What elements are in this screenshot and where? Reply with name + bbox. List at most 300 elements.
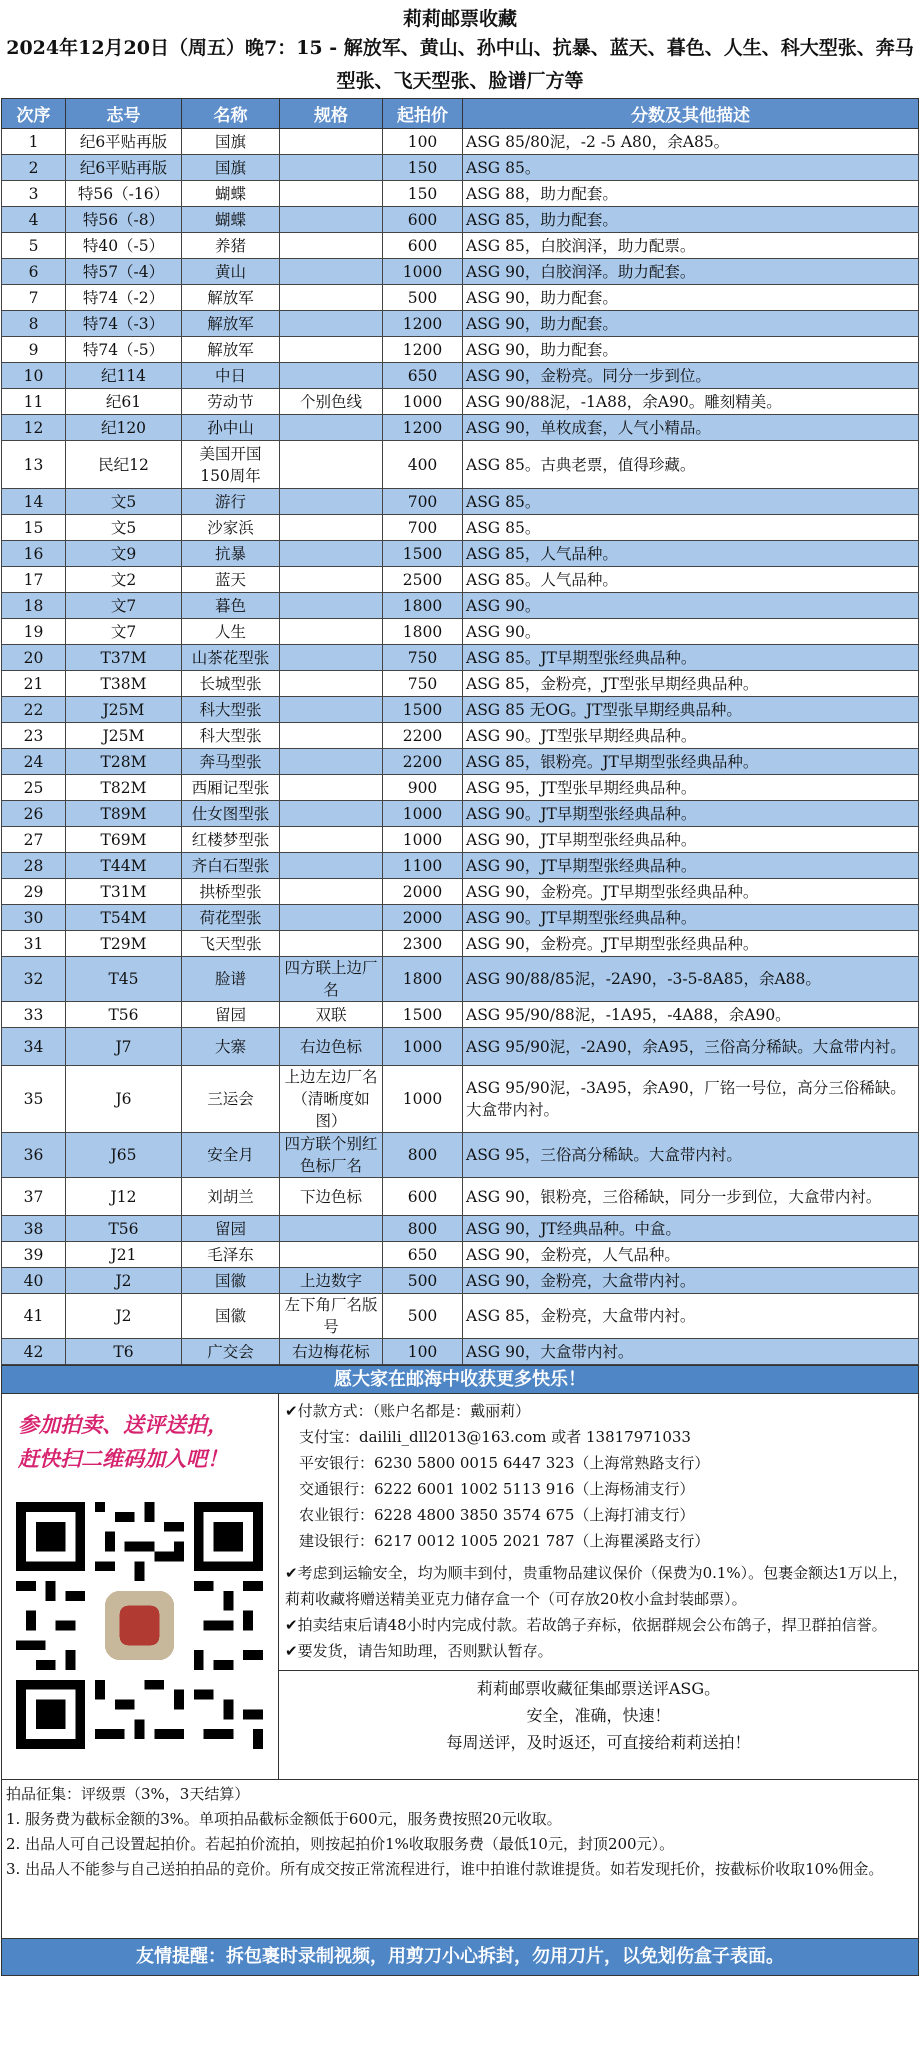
grade-description: ASG 85。人气品种。 [463,567,919,593]
stamp-code: 文2 [66,567,182,593]
stamp-code: J2 [66,1294,182,1339]
row-index: 32 [2,957,66,1002]
table-row [2,697,919,723]
row-index: 3 [2,181,66,207]
stamp-code: 文5 [66,515,182,541]
promo-panel [2,1394,279,1779]
stamp-name: 红楼梦型张 [182,827,280,853]
qr-code-image[interactable] [16,1502,263,1749]
table-row [2,957,919,1002]
start-price: 500 [383,1294,463,1339]
stamp-name: 解放军 [182,311,280,337]
stamp-code: 特74（-3） [66,311,182,337]
start-price: 600 [383,207,463,233]
stamp-spec [280,259,383,285]
table-row [2,567,919,593]
grade-description: ASG 90，助力配套。 [463,285,919,311]
row-index: 37 [2,1178,66,1216]
stamp-code: T45 [66,957,182,1002]
info-panel [1,1394,919,1780]
start-price: 750 [383,645,463,671]
grade-description: ASG 90，大盒带内衬。 [463,1339,919,1365]
start-price: 800 [383,1216,463,1242]
stamp-spec [280,311,383,337]
row-index: 30 [2,905,66,931]
table-row [2,827,919,853]
table-row [2,389,919,415]
table-row [2,801,919,827]
start-price: 1000 [383,827,463,853]
asg-line-3: 每周送评，及时返还，可直接给莉莉送拍！ [446,1733,751,1752]
start-price: 150 [383,181,463,207]
start-price: 2500 [383,567,463,593]
payment-deadline-note: ✔拍卖结束后请48小时内完成付款。若故鸽子弃标，依据群规会公布鸽子，捍卫群拍信誉。 [285,1616,887,1634]
stamp-code: T31M [66,879,182,905]
start-price: 1800 [383,593,463,619]
auction-subtitle: 2024年12月20日（周五）晚7：15 - 解放军、黄山、孙中山、抗暴、蓝天、暮色、人生、科大型张、奔马型张、飞天型张、脸谱厂方等 [6,37,914,92]
start-price: 650 [383,363,463,389]
stamp-code: 纪61 [66,389,182,415]
stamp-spec [280,645,383,671]
col-header-desc: 分数及其他描述 [463,99,919,129]
table-row [2,415,919,441]
row-index: 6 [2,259,66,285]
stamp-code: 特74（-2） [66,285,182,311]
col-header-code: 志号 [66,99,182,129]
stamp-name: 安全月 [182,1133,280,1178]
stamp-spec [280,441,383,489]
table-header-row [2,99,919,129]
start-price: 1200 [383,337,463,363]
table-row [2,489,919,515]
row-index: 26 [2,801,66,827]
grade-description: ASG 90，金粉亮。同分一步到位。 [463,363,919,389]
stamp-name: 解放军 [182,285,280,311]
stamp-name: 拱桥型张 [182,879,280,905]
stamp-spec [280,515,383,541]
stamp-code: T38M [66,671,182,697]
alipay-line[interactable]: 支付宝：dailili_dll2013@163.com 或者 13817971033 [299,1428,691,1446]
grade-description: ASG 90/88泥，-1A88，余A90。雕刻精美。 [463,389,919,415]
row-index: 42 [2,1339,66,1365]
table-row [2,1002,919,1028]
stamp-name: 仕女图型张 [182,801,280,827]
stamp-name: 游行 [182,489,280,515]
row-index: 27 [2,827,66,853]
table-row [2,671,919,697]
row-index: 13 [2,441,66,489]
asg-section [279,1670,918,1756]
stamp-code: 纪6平贴再版 [66,129,182,155]
stamp-code: 特56（-8） [66,207,182,233]
stamp-spec: 四方联上边厂名 [280,957,383,1002]
grade-description: ASG 85。 [463,489,919,515]
row-index: 12 [2,415,66,441]
col-header-spec: 规格 [280,99,383,129]
stamp-name: 大寨 [182,1028,280,1066]
row-index: 39 [2,1242,66,1268]
row-index: 5 [2,233,66,259]
grade-description: ASG 90/88/85泥，-2A90，-3-5-8A85，余A88。 [463,957,919,1002]
stamp-code: 文9 [66,541,182,567]
stamp-name: 留园 [182,1002,280,1028]
col-header-index: 次序 [2,99,66,129]
stamp-code: J6 [66,1066,182,1133]
row-index: 2 [2,155,66,181]
grade-description: ASG 85。 [463,515,919,541]
stamp-code: T6 [66,1339,182,1365]
promo-line-2: 赶快扫二维码加入吧！ [18,1446,228,1471]
start-price: 1500 [383,541,463,567]
payment-title: ✔付款方式：（账户名都是：戴丽莉） [285,1402,531,1420]
stamp-spec [280,775,383,801]
stamp-code: 文7 [66,593,182,619]
start-price: 700 [383,515,463,541]
page-title: 莉莉邮票收藏 [402,8,517,30]
stamp-spec [280,827,383,853]
table-row [2,441,919,489]
start-price: 650 [383,1242,463,1268]
stamp-code: 纪120 [66,415,182,441]
rules-section [1,1780,919,1939]
stamp-spec: 四方联个别红色标厂名 [280,1133,383,1178]
start-price: 1200 [383,311,463,337]
stamp-code: 纪114 [66,363,182,389]
row-index: 25 [2,775,66,801]
start-price: 400 [383,441,463,489]
stamp-name: 脸谱 [182,957,280,1002]
grade-description: ASG 88，助力配套。 [463,181,919,207]
row-index: 4 [2,207,66,233]
start-price: 2000 [383,879,463,905]
stamp-spec [280,593,383,619]
start-price: 1000 [383,389,463,415]
bank-account: 建设银行：6217 0012 1005 2021 787（上海瞿溪路支行） [299,1532,710,1550]
stamp-name: 奔马型张 [182,749,280,775]
stamp-code: T28M [66,749,182,775]
table-row [2,363,919,389]
table-row [2,311,919,337]
stamp-spec [280,671,383,697]
stamp-code: T56 [66,1216,182,1242]
grade-description: ASG 85，助力配套。 [463,207,919,233]
table-row [2,515,919,541]
start-price: 100 [383,129,463,155]
stamp-name: 西厢记型张 [182,775,280,801]
grade-description: ASG 85，金粉亮，大盒带内衬。 [463,1294,919,1339]
grade-description: ASG 90，JT早期型张经典品种。 [463,827,919,853]
stamp-name: 山茶花型张 [182,645,280,671]
stamp-code: 文5 [66,489,182,515]
row-index: 20 [2,645,66,671]
rule-item: 3. 出品人不能参与自己送拍拍品的竞价。所有成交按正常流程进行，谁中拍谁付款谁提货。如若发现托价，按截标价收取10%佣金。 [6,1860,884,1878]
row-index: 14 [2,489,66,515]
stamp-spec [280,541,383,567]
stamp-spec [280,801,383,827]
stamp-name: 沙家浜 [182,515,280,541]
table-row [2,337,919,363]
stamp-spec: 左下角厂名版号 [280,1294,383,1339]
stamp-code: T69M [66,827,182,853]
stamp-name: 人生 [182,619,280,645]
start-price: 2300 [383,931,463,957]
start-price: 2200 [383,723,463,749]
stamp-code: 特57（-4） [66,259,182,285]
start-price: 150 [383,155,463,181]
stamp-name: 暮色 [182,593,280,619]
stamp-spec [280,415,383,441]
stamp-spec [280,233,383,259]
row-index: 15 [2,515,66,541]
stamp-name: 蝴蝶 [182,181,280,207]
table-row [2,879,919,905]
promo-line-1: 参加拍卖、送评送拍， [18,1412,228,1437]
rule-item: 2. 出品人可自己设置起拍价。若起拍价流拍，则按起拍价1%收取服务费（最低10元，封顶200元）。 [6,1835,675,1853]
row-index: 10 [2,363,66,389]
row-index: 36 [2,1133,66,1178]
stamp-name: 长城型张 [182,671,280,697]
stamp-spec [280,853,383,879]
grade-description: ASG 85。 [463,155,919,181]
start-price: 2000 [383,905,463,931]
stamp-code: T82M [66,775,182,801]
promo-text [2,1394,278,1476]
start-price: 600 [383,233,463,259]
grade-description: ASG 90，金粉亮。JT早期型张经典品种。 [463,931,919,957]
table-row [2,1066,919,1133]
row-index: 18 [2,593,66,619]
stamp-spec [280,129,383,155]
grade-description: ASG 90，JT经典品种。中盒。 [463,1216,919,1242]
stamp-code: T89M [66,801,182,827]
grade-description: ASG 95/90泥，-3A95，余A90，厂铭一号位，高分三俗稀缺。大盒带内衬。 [463,1066,919,1133]
row-index: 31 [2,931,66,957]
table-row [2,181,919,207]
shipping-note: ✔考虑到运输安全，均为顺丰到付，贵重物品建议保价（保费为0.1%）。包裹金额达1万以上，莉莉收藏将赠送精美亚克力储存盒一个（可存放20枚小盒封装邮票）。 [285,1564,908,1608]
stamp-spec: 右边色标 [280,1028,383,1066]
stamp-code: J65 [66,1133,182,1178]
payment-info [285,1398,918,1554]
stamp-spec [280,207,383,233]
grade-description: ASG 85，银粉亮。JT早期型张经典品种。 [463,749,919,775]
stamp-code: J21 [66,1242,182,1268]
stamp-spec [280,879,383,905]
stamp-name: 孙中山 [182,415,280,441]
stamp-name: 抗暴 [182,541,280,567]
table-row [2,233,919,259]
table-row [2,1133,919,1178]
stamp-name: 中日 [182,363,280,389]
stamp-code: 特74（-5） [66,337,182,363]
stamp-code: 民纪12 [66,441,182,489]
stamp-name: 国徽 [182,1268,280,1294]
stamp-code: J25M [66,697,182,723]
table-row [2,155,919,181]
table-row [2,259,919,285]
stamp-spec: 上边数字 [280,1268,383,1294]
header [0,0,920,98]
grade-description: ASG 90，助力配套。 [463,337,919,363]
grade-description: ASG 85。JT早期型张经典品种。 [463,645,919,671]
row-index: 7 [2,285,66,311]
stamp-name: 黄山 [182,259,280,285]
stamp-code: J7 [66,1028,182,1066]
stamp-code: J12 [66,1178,182,1216]
stamp-name: 蝴蝶 [182,207,280,233]
stamp-name: 养猪 [182,233,280,259]
table-row [2,129,919,155]
stamp-name: 国旗 [182,129,280,155]
start-price: 1100 [383,853,463,879]
row-index: 23 [2,723,66,749]
grade-description: ASG 90。JT早期型张经典品种。 [463,905,919,931]
table-row [2,1294,919,1339]
table-row [2,1028,919,1066]
table-row [2,1268,919,1294]
stamp-spec [280,931,383,957]
stamp-name: 三运会 [182,1066,280,1133]
start-price: 500 [383,1268,463,1294]
table-row [2,749,919,775]
row-index: 11 [2,389,66,415]
grade-description: ASG 90，单枚成套，人气小精品。 [463,415,919,441]
start-price: 100 [383,1339,463,1365]
start-price: 900 [383,775,463,801]
asg-line-2: 安全，准确，快速！ [526,1706,671,1725]
stamp-spec [280,1216,383,1242]
start-price: 600 [383,1178,463,1216]
table-row [2,1242,919,1268]
stamp-name: 广交会 [182,1339,280,1365]
stamp-code: T54M [66,905,182,931]
table-row [2,541,919,567]
row-index: 8 [2,311,66,337]
grade-description: ASG 90。 [463,619,919,645]
stamp-name: 国旗 [182,155,280,181]
row-index: 40 [2,1268,66,1294]
stamp-code: T29M [66,931,182,957]
stamp-spec: 双联 [280,1002,383,1028]
stamp-spec [280,285,383,311]
table-row [2,207,919,233]
row-index: 19 [2,619,66,645]
table-row [2,593,919,619]
start-price: 750 [383,671,463,697]
stamp-name: 美国开国150周年 [182,441,280,489]
grade-description: ASG 90，JT早期型张经典品种。 [463,853,919,879]
row-index: 34 [2,1028,66,1066]
row-index: 16 [2,541,66,567]
stamp-code: T56 [66,1002,182,1028]
stamp-spec [280,489,383,515]
start-price: 1000 [383,801,463,827]
table-row [2,1339,919,1365]
grade-description: ASG 90，金粉亮。JT早期型张经典品种。 [463,879,919,905]
stamp-spec [280,363,383,389]
start-price: 1500 [383,1002,463,1028]
table-row [2,285,919,311]
auction-table [1,98,919,1365]
stamp-name: 国徽 [182,1294,280,1339]
grade-description: ASG 90，金粉亮，大盒带内衬。 [463,1268,919,1294]
stamp-name: 毛泽东 [182,1242,280,1268]
stamp-spec [280,723,383,749]
stamp-code: 文7 [66,619,182,645]
row-index: 22 [2,697,66,723]
table-row [2,723,919,749]
stamp-spec: 下边色标 [280,1178,383,1216]
start-price: 1000 [383,1066,463,1133]
stamp-name: 飞天型张 [182,931,280,957]
footer-reminder: 友情提醒：拆包裹时录制视频，用剪刀小心拆封，勿用刀片，以免划伤盒子表面。 [1,1939,919,1976]
rule-item: 1. 服务费为截标金额的3%。单项拍品截标金额低于600元，服务费按照20元收取。 [6,1810,562,1828]
stamp-spec [280,181,383,207]
grade-description: ASG 85/80泥，-2 -5 A80，余A85。 [463,129,919,155]
stamp-spec [280,749,383,775]
rules-title: 拍品征集：评级票（3%，3天结算） [6,1785,250,1803]
grade-description: ASG 85，白胶润泽，助力配票。 [463,233,919,259]
table-row [2,645,919,671]
table-row [2,905,919,931]
row-index: 33 [2,1002,66,1028]
stamp-name: 留园 [182,1216,280,1242]
grade-description: ASG 95，三俗高分稀缺。大盒带内衬。 [463,1133,919,1178]
bank-account: 平安银行：6230 5800 0015 6447 323（上海常熟路支行） [299,1454,710,1472]
stamp-spec [280,905,383,931]
grade-description: ASG 95/90/88泥，-1A95，-4A88，余A90。 [463,1002,919,1028]
grade-description: ASG 90，银粉亮，三俗稀缺，同分一步到位，大盒带内衬。 [463,1178,919,1216]
start-price: 800 [383,1133,463,1178]
stamp-code: 纪6平贴再版 [66,155,182,181]
row-index: 41 [2,1294,66,1339]
stamp-code: 特56（-16） [66,181,182,207]
start-price: 1800 [383,957,463,1002]
grade-description: ASG 90，金粉亮，人气品种。 [463,1242,919,1268]
start-price: 1800 [383,619,463,645]
row-index: 29 [2,879,66,905]
slogan-banner: 愿大家在邮海中收获更多快乐！ [1,1365,919,1394]
stamp-name: 科大型张 [182,697,280,723]
stamp-code: J2 [66,1268,182,1294]
stamp-spec [280,697,383,723]
stamp-spec: 上边左边厂名（清晰度如图） [280,1066,383,1133]
start-price: 700 [383,489,463,515]
start-price: 1000 [383,259,463,285]
table-row [2,619,919,645]
grade-description: ASG 90，白胶润泽。助力配套。 [463,259,919,285]
row-index: 21 [2,671,66,697]
grade-description: ASG 90。 [463,593,919,619]
grade-description: ASG 90，助力配套。 [463,311,919,337]
stamp-spec [280,337,383,363]
stamp-name: 蓝天 [182,567,280,593]
delivery-note: ✔要发货，请告知助理，否则默认暂存。 [285,1642,553,1660]
grade-description: ASG 90。JT早期型张经典品种。 [463,801,919,827]
table-row [2,775,919,801]
stamp-spec [280,567,383,593]
row-index: 24 [2,749,66,775]
stamp-spec [280,155,383,181]
table-row [2,1216,919,1242]
table-row [2,1178,919,1216]
start-price: 2200 [383,749,463,775]
stamp-code: T37M [66,645,182,671]
payment-panel [279,1394,918,1779]
grade-description: ASG 95，JT型张早期经典品种。 [463,775,919,801]
grade-description: ASG 90。JT型张早期经典品种。 [463,723,919,749]
start-price: 1200 [383,415,463,441]
grade-description: ASG 85 无OG。JT型张早期经典品种。 [463,697,919,723]
